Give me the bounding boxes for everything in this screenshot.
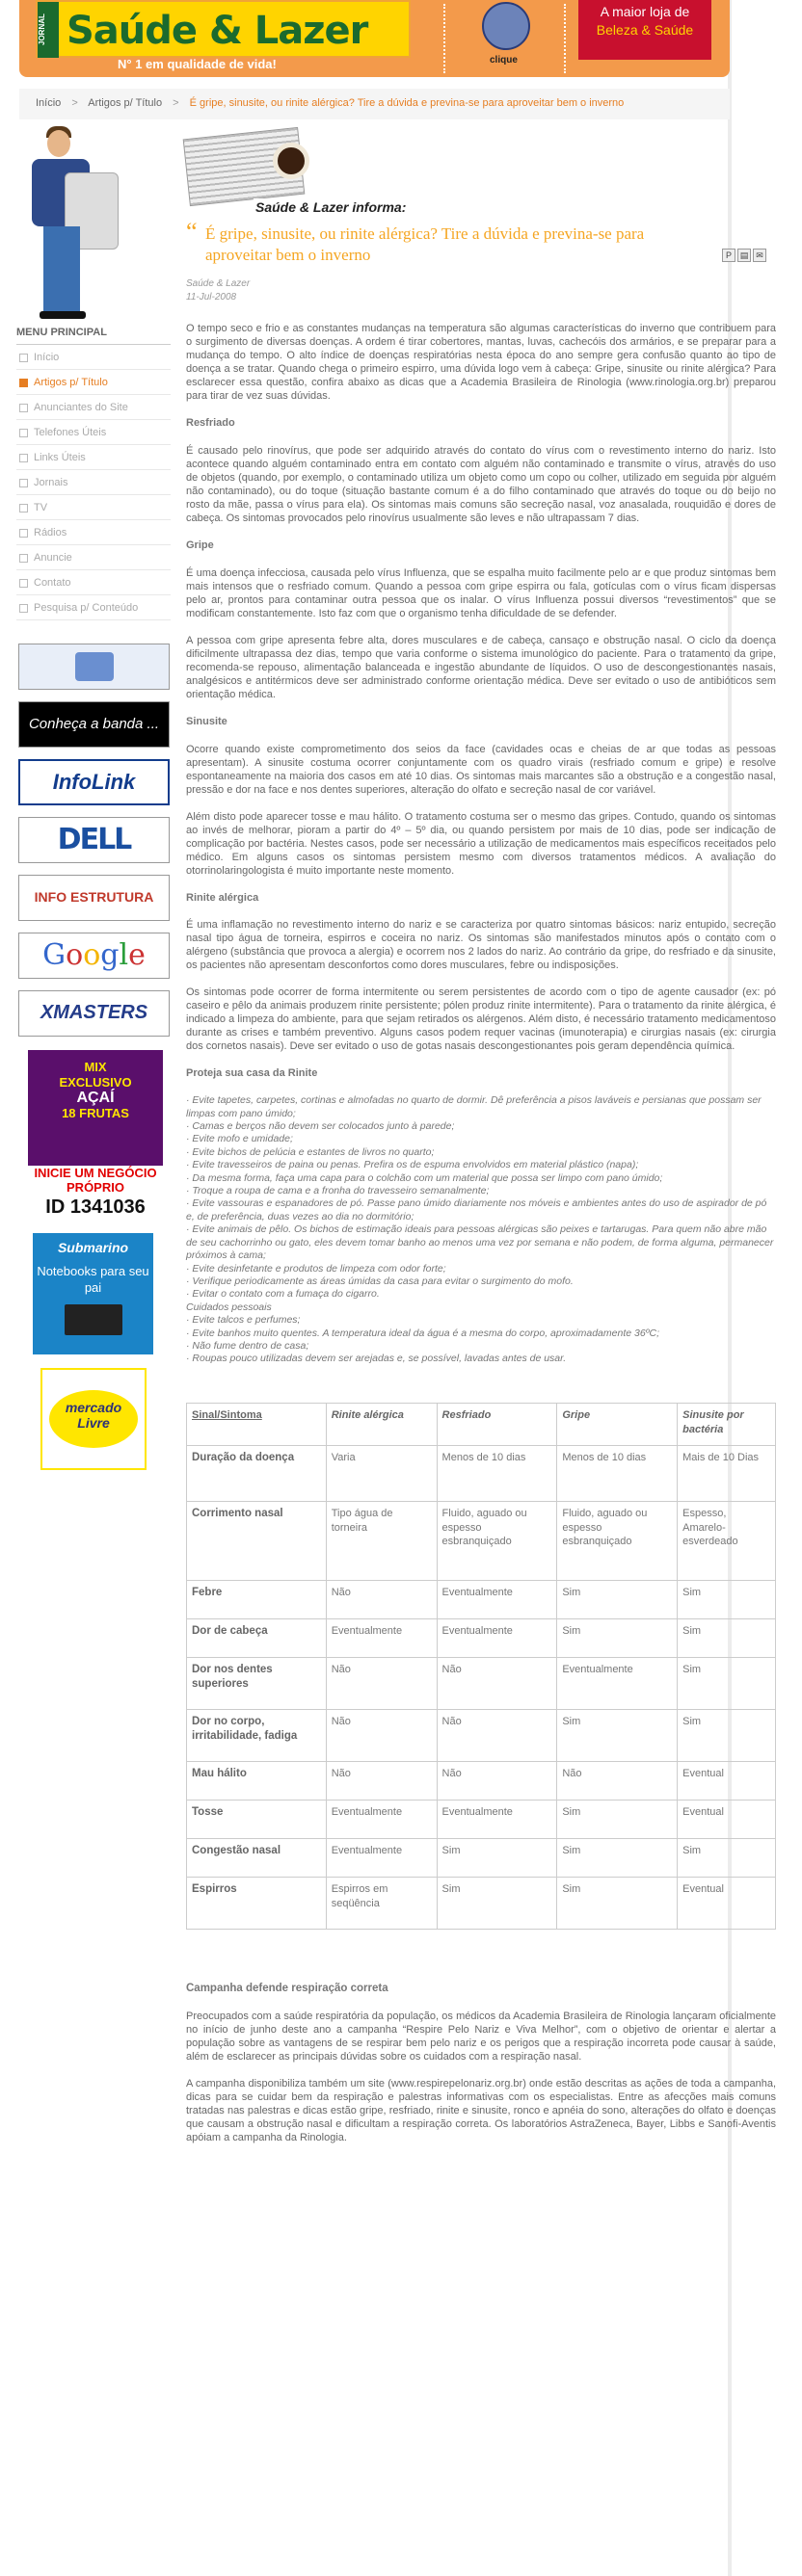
tip-item: · Evite mofo e umidade; [186, 1133, 293, 1145]
coffee-cup-icon [273, 143, 309, 179]
paragraph: É uma inflamação no revestimento interno do nariz e se caracteriza por quatro sintomas básicos: nariz entupido, secreção nasal tipo água de torneira, espirros e coceira no nariz. Os sintomas são manifestados minutos após o contato com o alérgeno (substância que provoca a alergia) e ocorrem nos 2 lados do nariz. Ao contrário da gripe, do resfriado e da sinusite, os pacientes não apresentam desconfortos como dores musculares, febre ou indisposições. [186, 919, 776, 972]
table-cell: Não [557, 1761, 678, 1800]
banner-computer[interactable] [18, 644, 170, 690]
table-cell: Eventualmente [437, 1800, 557, 1838]
table-cell: Sim [678, 1657, 776, 1709]
bullet-icon [19, 579, 28, 588]
bullet-icon [19, 404, 28, 412]
ad-clique-label: clique [490, 55, 518, 66]
section-heading: Sinusite [186, 715, 227, 727]
quote-icon: “ [186, 218, 198, 246]
tip-item: · Evite talcos e perfumes; [186, 1314, 301, 1327]
table-cell: Sim [557, 1618, 678, 1657]
table-cell: Tipo água de torneira [326, 1501, 437, 1580]
table-row [187, 1761, 776, 1800]
bullet-icon [19, 554, 28, 563]
breadcrumb-home[interactable]: Início [36, 97, 62, 109]
banner-google[interactable]: G o o g l e [18, 933, 170, 979]
globe-icon [482, 2, 530, 50]
banner-infoestrutura[interactable]: INFO ESTRUTURA [18, 875, 170, 921]
table-cell: Sim [557, 1800, 678, 1838]
table-row [187, 1618, 776, 1657]
paragraph: A campanha disponibiliza também um site (www.respirepelonariz.org.br) onde estão descritas as ações de toda a campanha, dicas para se cuidar bem da respiração e palestras informativas com os especialistas. Entre as afecções mais comuns tratadas nas palestras e dicas estão gripe, resfriado, rinite e sinusite, ronco e apnéia do sono, alterações do olfato e doenças que causam a obstrução nasal e dificultam a respiração correta. Os laboratórios AstraZeneca, Bayer, Libbs e Sanofi-Aventis apóiam a campanha da Rinologia. [186, 2078, 776, 2144]
article-title-text: É gripe, sinusite, ou rinite alérgica? Tire a dúvida e previna-se para aproveitar bem o inverno [205, 224, 645, 264]
tip-item: · Evite vassouras e espanadores de pó. Passe pano úmido diariamente nos móveis e ambientes antes do uso de aspirador de pó e, de preferência, duas vezes ao dia no dormitório; [186, 1197, 767, 1222]
article-banner [186, 129, 475, 214]
promo-line: EXCLUSIVO [59, 1074, 132, 1090]
menu-item-inicio[interactable]: Início [16, 345, 171, 370]
mercadolivre-logo: mercado Livre [49, 1390, 138, 1448]
tips-list [186, 1094, 776, 1366]
menu-item-artigos[interactable]: Artigos p/ Título [16, 370, 171, 395]
bullet-icon [19, 604, 28, 613]
tip-item: · Evitar o contato com a fumaça do cigarro. [186, 1288, 380, 1301]
table-row [187, 1838, 776, 1877]
tip-item: · Evite travesseiros de paina ou penas. Prefira os de espuma envolvidos em material plástico (napa); [186, 1159, 639, 1171]
tip-item: Cuidados pessoais [186, 1301, 272, 1313]
menu-title: MENU PRINCIPAL [16, 326, 171, 345]
banner-submarino[interactable] [33, 1233, 153, 1354]
table-cell: Espirros [187, 1877, 327, 1929]
table-cell: Não [437, 1709, 557, 1761]
promo-line: AÇAÍ [76, 1089, 115, 1106]
bullet-icon [19, 479, 28, 487]
ad-beleza-line1: A maior loja de [600, 4, 690, 19]
table-row [187, 1657, 776, 1709]
table-row [187, 1501, 776, 1580]
table-cell: Menos de 10 dias [557, 1445, 678, 1501]
table-cell: Eventualmente [326, 1618, 437, 1657]
table-header-cell: Sinusite por bactéria [678, 1403, 776, 1445]
main-menu [16, 345, 171, 620]
menu-item-jornais[interactable]: Jornais [16, 470, 171, 495]
logo-jornal-tag: JORNAL [38, 2, 59, 58]
tip-item: · Não fume dentro de casa; [186, 1339, 309, 1352]
breadcrumb-current: É gripe, sinusite, ou rinite alérgica? Tire a dúvida e previna-se para aproveitar bem o inverno [189, 97, 625, 109]
section-heading: Resfriado [186, 417, 235, 429]
article-body [186, 322, 776, 2144]
tip-item: · Evite banhos muito quentes. A temperatura ideal da água é a mesma do corpo, aproximadamente 36ºC; [186, 1327, 660, 1339]
table-row [187, 1445, 776, 1501]
table-cell: Eventual [678, 1800, 776, 1838]
article-main [186, 129, 776, 2144]
menu-item-pesquisa[interactable]: Pesquisa p/ Conteúdo [16, 595, 171, 620]
section-heading: Proteja sua casa da Rinite [186, 1067, 318, 1080]
table-cell: Não [326, 1761, 437, 1800]
table-cell: Sim [557, 1877, 678, 1929]
section-heading: Rinite alérgica [186, 891, 259, 904]
symptom-table [186, 1403, 776, 1930]
table-cell: Corrimento nasal [187, 1501, 327, 1580]
bullet-icon [19, 354, 28, 362]
table-cell: Dor de cabeça [187, 1618, 327, 1657]
table-cell: Febre [187, 1580, 327, 1618]
tip-item: · Evite tapetes, carpetes, cortinas e almofadas no quarto de dormir. Dê preferência a pisos laváveis e persianas que possam ser limpas com pano úmido; [186, 1094, 762, 1119]
promo-id: ID 1341036 [28, 1195, 163, 1223]
menu-item-telefones[interactable]: Telefones Úteis [16, 420, 171, 445]
table-header-row [187, 1403, 776, 1445]
table-row [187, 1877, 776, 1929]
table-header-cell: Rinite alérgica [326, 1403, 437, 1445]
tip-item: · Evite bichos de pelúcia e estantes de livros no quarto; [186, 1145, 435, 1158]
table-cell: Fluido, aguado ou espesso esbranquiçado [557, 1501, 678, 1580]
bullet-icon [19, 504, 28, 513]
sidebar [16, 126, 171, 1470]
table-cell: Eventualmente [437, 1618, 557, 1657]
table-cell: Sim [557, 1580, 678, 1618]
table-cell: Não [437, 1761, 557, 1800]
breadcrumb [19, 89, 730, 119]
table-cell: Eventualmente [326, 1800, 437, 1838]
tip-item: · Roupas pouco utilizadas devem ser arejadas e, se possível, lavadas antes de usar. [186, 1353, 567, 1365]
paragraph: Preocupados com a saúde respiratória da população, os médicos da Academia Brasileira de Rinologia lançaram oficialmente no início de junho deste ano a campanha “Respire Pelo Nariz e Viva Melhor”, com o objetivo de orientar e alertar a população sobre as vantagens de se respirar bem pelo nariz e os perigos que a respiração incorreta pode causar à saúde, além de esclarecer as principais dúvidas sobre os cuidados com a respiração nasal. [186, 2011, 776, 2063]
table-cell: Eventualmente [437, 1580, 557, 1618]
paragraph: O tempo seco e frio e as constantes mudanças na temperatura são algumas características do inverno que contribuem para o surgimento de diversas doenças. A ordem é tirar cobertores, mantas, luvas, cachecóis dos armários, e se preparar para a mudança do tempo. O alto índice de doenças respiratórias nesta época do ano sempre gera confusão quanto ao tipo de doença a se tratar. Quando chega o primeiro espirro, uma dúvida logo vem à cabeça: Gripe, sinusite ou rinite alérgica? Para esclarecer essa questão, confira abaixo as dicas que a Academia Brasileira de Rinologia (www.rinologia.org.br) preparou para tirar de vez suas dúvidas. [186, 323, 776, 402]
table-cell: Não [437, 1657, 557, 1709]
campaign-section [186, 1982, 776, 2145]
bullet-icon [19, 379, 28, 387]
article-meta [186, 277, 776, 304]
table-cell: Eventualmente [557, 1657, 678, 1709]
promo-cta: INICIE UM NEGÓCIO PRÓPRIO [28, 1166, 163, 1195]
submarino-text: Notebooks para seu pai [37, 1263, 149, 1296]
article-banner-label: Saúde & Lazer informa: [255, 199, 407, 215]
email-icon[interactable]: ✉ [753, 249, 766, 262]
menu-item-links[interactable]: Links Úteis [16, 445, 171, 470]
table-cell: Sim [678, 1709, 776, 1761]
paragraph: Ocorre quando existe comprometimento dos seios da face (cavidades ocas e cheias de ar que todas as pessoas apresentam). A sinusite costuma ocorrer conjuntamente com os quadro virais (resfriado comum e gripe) e resolve espontaneamente na maioria dos casos em até 10 dias. Os sintomas mais marcantes são a obstrução e a congestão nasal, pressão e dor na face e nos dentes superiores, alteração do olfato e secreção nasal de cor variável. [186, 743, 776, 796]
table-cell: Dor no corpo, irritabilidade, fadiga [187, 1709, 327, 1761]
table-cell: Sim [678, 1618, 776, 1657]
paragraph: Os sintomas pode ocorrer de forma intermitente ou serem persistentes de acordo com o tipo de agente causador (ex: pó caseiro e pêlo da animais produzem rinite persistente; pólen produz rinite intermitente). Para o tratamento da rinite alérgica, é indicado a limpeza do ambiente, para que sejam retirados os alérgenos. Além disto, é necessário tratamento medicamentoso durante as crises e também preventivo. Alguns casos podem requer vacinas (imunoterapia) e cirurgias nasais (ex: cirurgia dos cornetos nasais). Deve ser evitado o uso de gotas nasais descongestionantes pois geram dependência química. [186, 986, 776, 1053]
table-cell: Congestão nasal [187, 1838, 327, 1877]
banner-conheca-banda[interactable]: Conheça a banda ... [18, 701, 170, 748]
bullet-icon [19, 429, 28, 437]
section-heading: Campanha defende respiração correta [186, 1982, 388, 1994]
menu-item-anunciantes[interactable]: Anunciantes do Site [16, 395, 171, 420]
promo-line: MIX [84, 1059, 107, 1074]
menu-item-anuncie[interactable]: Anuncie [16, 545, 171, 570]
table-cell: Não [326, 1580, 437, 1618]
table-cell: Espirros em seqüência [326, 1877, 437, 1929]
tip-item: · Troque a roupa de cama e a fronha do travesseiro semanalmente; [186, 1185, 490, 1197]
bullet-icon [19, 454, 28, 462]
table-cell: Duração da doença [187, 1445, 327, 1501]
paragraph: É uma doença infecciosa, causada pelo vírus Influenza, que se espalha muito facilmente pelo ar e que produz sintomas bem mais intensos que o resfriado comum. Quando a pessoa com gripe espirra ou fala, gotículas com o vírus ficam dispersas pelo ar, prontos para contaminar outra pessoa que os inalar. O vírus Influenza possui diversos “revestimentos” que se modificam constantemente. Isto faz com que o organismo tenha dificuldade de se defender. [186, 566, 776, 619]
table-cell: Varia [326, 1445, 437, 1501]
table-cell: Sim [678, 1838, 776, 1877]
paragraph: A pessoa com gripe apresenta febre alta, dores musculares e de cabeça, cansaço e obstrução nasal. O ciclo da doença dificilmente ultrapassa dez dias, tempo que varia conforme o sistema imunológico do paciente. Para o tratamento da gripe, recomenda-se repouso, alimentação balanceada e ingestão abundante de líquidos. O uso de descongestionantes nasais, analgésicos e antitérmicos deve ser administrado conforme orientação médica. Deve ser evitado o uso de antibióticos sem orientação médica. [186, 634, 776, 700]
table-cell: Eventual [678, 1877, 776, 1929]
menu-item-radios[interactable]: Rádios [16, 520, 171, 545]
article-tools [722, 249, 766, 262]
banner-xmasters[interactable]: XMASTERS [18, 990, 170, 1037]
banner-infolink[interactable]: InfoLink [18, 759, 170, 805]
site-tagline: N° 1 em qualidade de vida! [118, 57, 277, 71]
pdf-icon[interactable]: P [722, 249, 735, 262]
table-cell: Eventualmente [326, 1838, 437, 1877]
paragraph: Além disto pode aparecer tosse e mau hálito. O tratamento costuma ser o mesmo das gripes. Contudo, quando os sintomas ao invés de melhorar, pioram a partir do 4º – 5º dia, ou quando persistem por mais de 10 dias, pode ser indicação de complicação por bactéria. Nestes casos, pode ser necessário a utilização de medicamentos mais específicos receitados pelo médico. Em alguns casos os sintomas persistem mesmo com diversos tratamentos médicos. A avaliação do otorrinolaringologista é muito importante neste momento. [186, 810, 776, 877]
breadcrumb-section[interactable]: Artigos p/ Título [88, 97, 163, 109]
table-header-cell: Gripe [557, 1403, 678, 1445]
logo-brand: Saúde & Lazer [67, 9, 368, 53]
table-cell: Fluido, aguado ou espesso esbranquiçado [437, 1501, 557, 1580]
bullet-icon [19, 529, 28, 538]
banner-dell[interactable]: DELL [18, 817, 170, 863]
table-cell: Sim [557, 1709, 678, 1761]
table-cell: Menos de 10 dias [437, 1445, 557, 1501]
table-row [187, 1709, 776, 1761]
article-date: 11-Jul-2008 [186, 292, 237, 302]
table-cell: Sim [557, 1838, 678, 1877]
site-header [19, 0, 730, 77]
tip-item: · Camas e berços não devem ser colocados junto à parede; [186, 1120, 455, 1133]
site-logo[interactable] [36, 0, 411, 58]
table-cell: Mau hálito [187, 1761, 327, 1800]
article-source: Saúde & Lazer [186, 278, 251, 289]
article-title [186, 218, 707, 266]
table-cell: Sim [678, 1580, 776, 1618]
table-row [187, 1800, 776, 1838]
header-ad-clique[interactable] [461, 0, 551, 67]
paragraph: É causado pelo rinovírus, que pode ser adquirido através do contato do vírus com o revestimento interno do nariz. Isto acontece quando alguém contaminado entra em contato com alguém não contaminado e transmite o vírus, através do uso de objetos (quando, por exemplo, o contaminado utiliza um objeto como um copo ou colher, utilizado em seguida por alguém não contaminado), ou do toque (situação bastante comum é a do filho contaminado que através do toque ou do beijo no rosto da mãe, passa o vírus para ela). Os sintomas mais comuns são secreção nasal, voz anasalada, rouquidão e dores de cabeça. Os sintomas provocados pelo rinovírus usualmente são leves e não ultrapassam 7 dias. [186, 444, 776, 524]
promo-line: 18 FRUTAS [62, 1105, 129, 1120]
table-header-cell: Sinal/Sintoma [187, 1403, 327, 1445]
tip-item: · Verifique periodicamente as áreas úmidas da casa para evitar o surgimento do mofo. [186, 1275, 574, 1287]
table-cell: Não [326, 1709, 437, 1761]
table-cell: Tosse [187, 1800, 327, 1838]
table-cell: Sim [437, 1877, 557, 1929]
table-row [187, 1580, 776, 1618]
menu-item-tv[interactable]: TV [16, 495, 171, 520]
submarino-logo: Submarino [57, 1239, 129, 1255]
table-header-cell: Resfriado [437, 1403, 557, 1445]
menu-item-contato[interactable]: Contato [16, 570, 171, 595]
table-cell: Dor nos dentes superiores [187, 1657, 327, 1709]
table-cell: Sim [437, 1838, 557, 1877]
section-heading: Gripe [186, 539, 214, 551]
computer-icon [75, 652, 114, 681]
tip-item: · Da mesma forma, faça uma capa para o colchão com um material que possa ser limpo com pano úmido; [186, 1171, 663, 1184]
banner-mercadolivre[interactable] [40, 1368, 147, 1470]
sponsor-banners [16, 644, 171, 1037]
header-divider [564, 4, 566, 73]
tip-item: · Evite desinfetante e produtos de limpeza com odor forte; [186, 1262, 446, 1275]
print-icon[interactable]: ▤ [737, 249, 751, 262]
mascot-image [18, 126, 115, 321]
table-cell: Eventual [678, 1761, 776, 1800]
table-cell: Mais de 10 Dias [678, 1445, 776, 1501]
ad-beleza-line2: Beleza & Saúde [596, 21, 694, 38]
tip-item: · Evite animais de pêlo. Os bichos de estimação ideais para pessoas alérgicas são peixes e tartarugas. Para quem não abre mão de seu cachorrinho ou gato, eles devem tomar banho ao menos uma vez por semana e não podem, de forma alguma, permanecer próximos à cama; [186, 1223, 774, 1262]
laptop-icon [65, 1304, 122, 1335]
table-cell: Espesso, Amarelo-esverdeado [678, 1501, 776, 1580]
breadcrumb-separator: > [71, 97, 78, 109]
banner-acai[interactable] [28, 1050, 163, 1223]
table-cell: Não [326, 1657, 437, 1709]
header-ad-beleza[interactable] [578, 0, 711, 60]
breadcrumb-separator: > [173, 97, 179, 109]
header-divider [443, 4, 445, 73]
